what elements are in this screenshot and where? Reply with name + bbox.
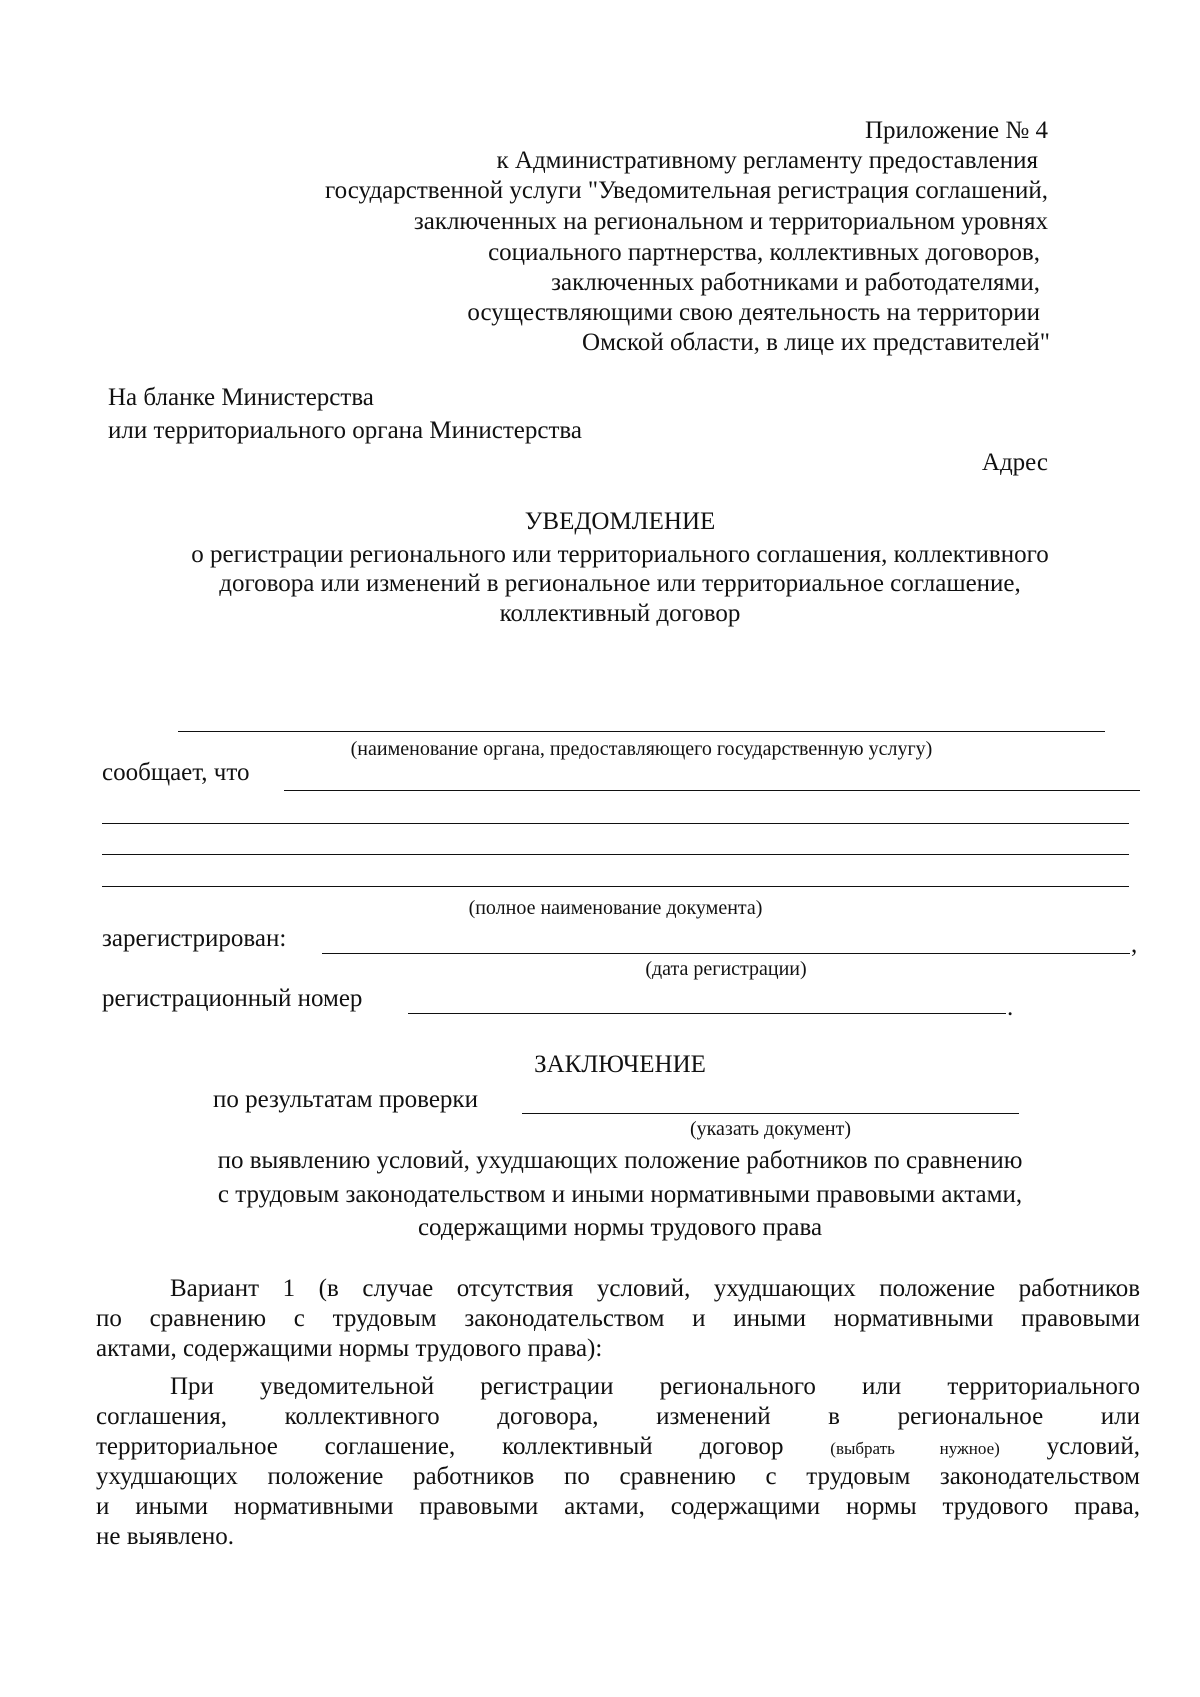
registered-comma: , — [1131, 931, 1138, 958]
variant1-paragraph — [96, 1274, 1140, 1364]
variant1-line-1: Вариант 1 (в случае отсутствия условий, ухудшающих положение работников — [170, 1275, 1140, 1302]
organ-caption: (наименование органа, предоставляющего государственную услугу) — [350, 738, 933, 760]
regnum-label: регистрационный номер — [102, 985, 363, 1012]
address-label: Адрес — [981, 449, 1048, 476]
reports-line-4[interactable] — [102, 886, 1129, 887]
reports-label: сообщает, что — [102, 759, 250, 786]
blank-line-1: На бланке Министерства — [108, 384, 374, 411]
notice-subtitle-line-2: договора или изменений в региональное или территориальное соглашение, — [219, 570, 1021, 597]
header-line-2: к Административному регламенту предоставления — [496, 147, 1038, 174]
body-line-3 — [96, 1432, 1140, 1462]
body-line-2: соглашения, коллективного договора, изменений в региональное или — [96, 1403, 1140, 1430]
body-line-6: не выявлено. — [96, 1523, 235, 1550]
check-label: по результатам проверки — [213, 1086, 478, 1113]
conclusion-line-3: содержащими нормы трудового права — [417, 1214, 823, 1241]
variant1-line-2: по сравнению с трудовым законодательством и иными нормативными правовыми — [96, 1305, 1140, 1332]
body-paragraph — [96, 1372, 1140, 1552]
check-doc-caption: (указать документ) — [689, 1118, 852, 1140]
body-line-1: При уведомительной регистрации регионального или территориального — [170, 1373, 1140, 1400]
body-line-3-text: территориальное соглашение, коллективный договор — [96, 1433, 784, 1460]
registered-label: зарегистрирован: — [102, 925, 287, 952]
notice-title: УВЕДОМЛЕНИЕ — [524, 508, 716, 535]
header-line-3: государственной услуги "Уведомительная регистрация соглашений, — [325, 177, 1048, 204]
conclusion-line-1: по выявлению условий, ухудшающих положение работников по сравнению — [217, 1147, 1023, 1174]
blank-line-2: или территориального органа Министерства — [108, 417, 582, 444]
conclusion-line-2: с трудовым законодательством и иными нормативными правовыми актами, — [217, 1181, 1023, 1208]
organ-name-line[interactable] — [178, 731, 1105, 732]
header-line-8: Омской области, в лице их представителей" — [582, 329, 1050, 356]
variant1-line-3: актами, содержащими нормы трудового права): — [96, 1335, 603, 1362]
document-caption: (полное наименование документа) — [468, 897, 763, 919]
reports-line-1[interactable] — [284, 790, 1140, 791]
notice-subtitle-line-1: о регистрации регионального или территориального соглашения, коллективного — [191, 541, 1049, 568]
check-document-line[interactable] — [522, 1113, 1019, 1114]
regnum-line[interactable] — [408, 1013, 1006, 1014]
body-line-4: ухудшающих положение работников по сравнению с трудовым законодательством — [96, 1463, 1140, 1490]
header-line-4: заключенных на региональном и территориальном уровнях — [413, 208, 1048, 235]
reports-line-3[interactable] — [102, 854, 1129, 855]
header-line-5: социального партнерства, коллективных договоров, — [488, 239, 1040, 266]
body-line-3-end: условий, — [1046, 1433, 1141, 1460]
regnum-dot: . — [1007, 994, 1014, 1021]
body-line-5: и иными нормативными правовыми актами, содержащими нормы трудового права, — [96, 1493, 1140, 1520]
header-line-7: осуществляющими свою деятельность на территории — [467, 299, 1040, 326]
choose-note: (выбрать нужное) — [830, 1439, 1000, 1458]
registered-date-line[interactable] — [322, 953, 1130, 954]
header-line-1: Приложение № 4 — [864, 117, 1048, 144]
date-caption: (дата регистрации) — [645, 958, 807, 980]
notice-subtitle-line-3: коллективный договор — [499, 600, 741, 627]
conclusion-title: ЗАКЛЮЧЕНИЕ — [534, 1051, 706, 1078]
reports-line-2[interactable] — [102, 823, 1129, 824]
header-line-6: заключенных работниками и работодателями, — [551, 269, 1040, 296]
